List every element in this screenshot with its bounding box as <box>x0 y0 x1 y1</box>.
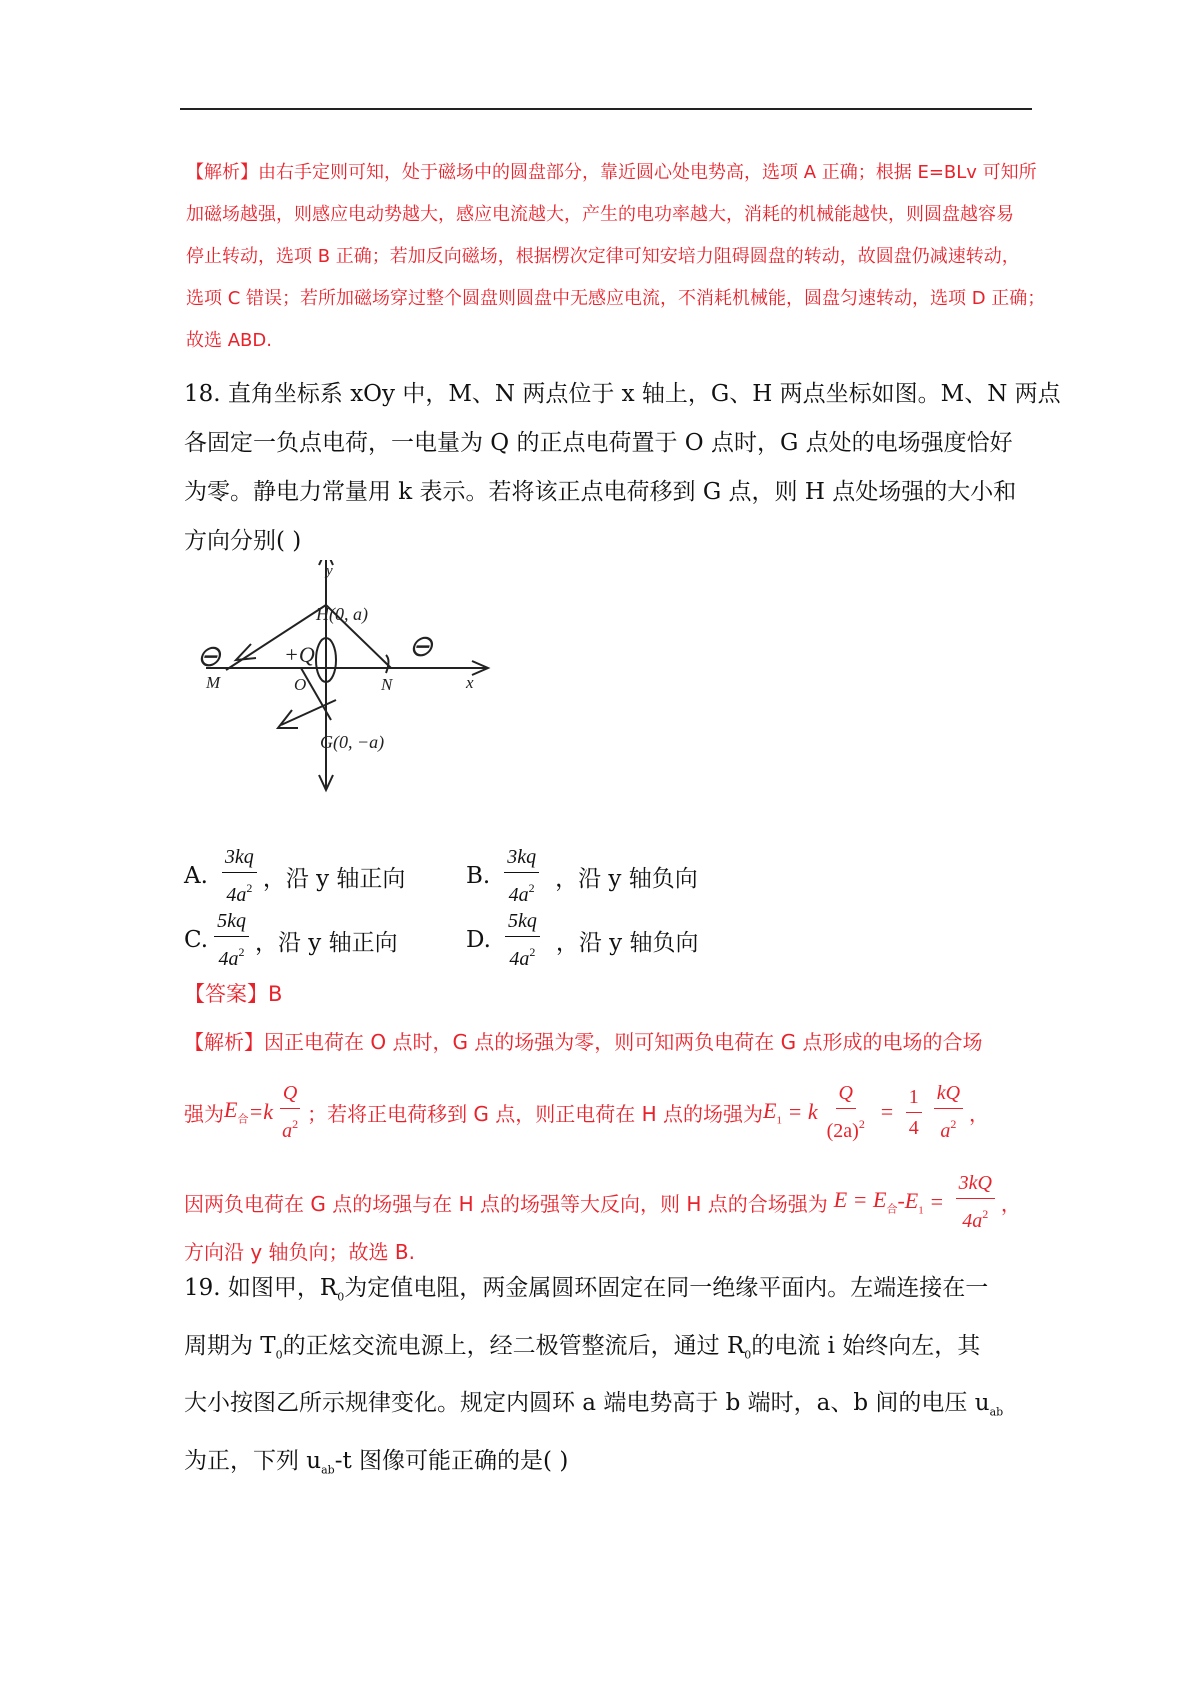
option-d[interactable] <box>466 908 698 972</box>
analysis-line: 加磁场越强，则感应电动势越大，感应电流越大，产生的电功率越大，消耗的机械能越快，则圆盘越容易 <box>186 204 1014 225</box>
question-line <box>184 1264 1003 1322</box>
exponent: 2 <box>238 945 245 959</box>
analysis-line: 选项 C 错误；若所加磁场穿过整个圆盘则圆盘中无感应电流，不消耗机械能，圆盘匀速转动，选项 D 正确； <box>186 288 1046 309</box>
fraction-numerator: 1 <box>906 1084 922 1113</box>
fraction-numerator: 3kq <box>222 844 257 873</box>
header-rule <box>180 108 1032 110</box>
subscript: 0 <box>275 1348 283 1362</box>
den-text: (2a) <box>826 1120 859 1142</box>
fraction-denominator <box>223 873 255 908</box>
option-text: ，沿 y 轴负向 <box>555 929 699 956</box>
symbol-e-total <box>834 1187 898 1216</box>
analysis-line: 【解析】由右手定则可知，处于磁场中的圆盘部分，靠近圆心处电势高，选项 A 正确；根据 E=BLv 可知所 <box>186 162 1037 183</box>
label-plus-q: +Q <box>284 642 315 667</box>
analysis-text: ；若将正电荷移到 G 点，则正电荷在 H 点的场强为 <box>307 1101 764 1126</box>
option-b[interactable] <box>466 844 698 908</box>
fraction-q-2a2 <box>824 1080 868 1144</box>
fraction-denominator <box>937 1109 959 1144</box>
option-fraction <box>505 908 540 972</box>
fraction-numerator: 3kq <box>504 844 539 873</box>
comma: ， <box>969 1101 990 1126</box>
den-text: 4a <box>226 884 247 906</box>
label-m: M <box>206 673 221 692</box>
subscript: ab <box>989 1405 1004 1419</box>
fraction-q-a2 <box>279 1080 301 1144</box>
q-text: 大小按图乙所示规律变化。规定内圆环 a 端电势高于 b 端时，a、b 间的电压 u <box>184 1390 990 1417</box>
question-line <box>184 1437 1003 1495</box>
analysis-text: 强为 <box>184 1101 224 1126</box>
option-a[interactable] <box>184 844 405 908</box>
subscript: 0 <box>744 1348 752 1362</box>
question-line: 为零。静电力常量用 k 表示。若将该正点电荷移到 G 点，则 H 点处场强的大小和 <box>184 479 1017 505</box>
fraction-denominator <box>824 1109 868 1144</box>
equals: = <box>923 1189 950 1214</box>
fraction-numerator: Q <box>280 1080 300 1109</box>
option-text: ，沿 y 轴正向 <box>254 929 398 956</box>
fraction-numerator: kQ <box>934 1080 963 1109</box>
symbol-e1 <box>763 1098 782 1126</box>
exponent: 2 <box>950 1117 957 1131</box>
analysis-q18-line1: 【解析】因正电荷在 O 点时，G 点的场强为零，则可知两负电荷在 G 点形成的电场的合场 <box>184 1030 983 1054</box>
fraction-denominator <box>959 1199 991 1234</box>
fraction-denominator <box>506 873 538 908</box>
q-text: 的电流 i 始终向左，其 <box>751 1332 981 1359</box>
fraction-denominator: 4 <box>908 1116 919 1139</box>
option-letter: C. <box>184 927 209 953</box>
e-text: E <box>763 1097 777 1123</box>
q-text: 为定值电阻，两金属圆环固定在同一绝缘平面内。左端连接在一 <box>344 1275 989 1301</box>
analysis-q17 <box>186 152 1046 362</box>
option-letter: A. <box>184 863 208 889</box>
den-text: 4a <box>218 948 239 970</box>
option-fraction <box>222 844 257 908</box>
exponent: 2 <box>246 881 253 895</box>
subscript: 0 <box>337 1290 345 1304</box>
analysis-q18-line3 <box>184 1170 1021 1234</box>
subscript-he: 合 <box>237 1113 249 1126</box>
eq-k: =k <box>248 1099 274 1124</box>
option-letter: B. <box>466 863 491 889</box>
q-text: 为正，下列 u <box>184 1447 322 1474</box>
question-19 <box>184 1264 1003 1494</box>
option-letter: D. <box>466 927 491 953</box>
subscript: ab <box>321 1463 335 1477</box>
exponent: 2 <box>528 881 535 895</box>
q-text: 的正炫交流电源上，经二极管整流后，通过 R <box>282 1332 745 1359</box>
den-text: 4a <box>509 948 530 970</box>
q-text: 19. 如图甲，R <box>184 1275 338 1301</box>
option-text: ，沿 y 轴负向 <box>555 865 698 892</box>
den-text: a <box>940 1120 951 1142</box>
exponent: 2 <box>858 1117 865 1131</box>
q-text: 周期为 T <box>184 1332 276 1359</box>
e-text: E = E <box>833 1187 887 1213</box>
den-text: 4a <box>508 884 529 906</box>
question-line: 各固定一负点电荷，一电量为 Q 的正点电荷置于 O 点时，G 点处的电场强度恰好 <box>184 430 1013 456</box>
exponent: 2 <box>982 1207 989 1221</box>
analysis-q18-line4: 方向沿 y 轴负向；故选 B. <box>184 1240 415 1264</box>
e-text: -E <box>897 1187 919 1213</box>
fraction-1-4 <box>906 1084 922 1141</box>
label-o: O <box>294 675 307 694</box>
e-text: E <box>224 1097 238 1123</box>
analysis-q18-line2 <box>184 1080 989 1144</box>
exponent: 2 <box>292 1117 299 1131</box>
symbol-minus-e1 <box>897 1188 923 1216</box>
question-line: 方向分别( ) <box>184 528 302 554</box>
fraction-denominator <box>279 1109 301 1144</box>
label-n: N <box>381 675 393 694</box>
label-h: H(0, a) <box>316 604 368 624</box>
question-18 <box>184 370 1061 566</box>
field-diagram <box>186 560 526 825</box>
option-text: ，沿 y 轴正向 <box>262 865 406 892</box>
comma: ， <box>1000 1191 1021 1216</box>
field-diagram-svg <box>186 560 526 825</box>
q-text: -t 图像可能正确的是( ) <box>334 1447 569 1474</box>
analysis-line: 故选 ABD. <box>186 330 272 351</box>
exponent: 2 <box>529 945 536 959</box>
den-text: 4a <box>962 1210 983 1232</box>
question-line <box>184 1322 1003 1380</box>
option-c[interactable] <box>184 908 398 972</box>
eq-k: = k <box>782 1099 818 1124</box>
axis-label-y: y <box>326 563 333 579</box>
fraction-kq-a2 <box>934 1080 963 1144</box>
fraction-numerator: 3kQ <box>956 1170 995 1199</box>
minus-charge-left: ⊖ <box>196 640 222 673</box>
subscript-1: 1 <box>918 1204 924 1217</box>
den-text: a <box>282 1120 293 1142</box>
fraction-denominator <box>506 937 538 972</box>
fraction-numerator: 5kq <box>505 908 540 937</box>
fraction-numerator: 5kq <box>214 908 249 937</box>
option-fraction <box>214 908 249 972</box>
minus-charge-right: ⊖ <box>408 630 434 663</box>
symbol-e <box>224 1097 248 1126</box>
fraction-denominator <box>216 937 248 972</box>
axis-label-x: x <box>466 673 474 692</box>
subscript-he: 合 <box>886 1203 898 1216</box>
fraction-3kq-4a2 <box>956 1170 995 1234</box>
question-line <box>184 1379 1003 1437</box>
subscript-1: 1 <box>776 1114 782 1127</box>
equals: = <box>873 1099 900 1124</box>
answer-q18: 【答案】B <box>184 982 283 1006</box>
question-line: 18. 直角坐标系 xOy 中，M、N 两点位于 x 轴上，G、H 两点坐标如图。M、N 两点 <box>184 381 1061 407</box>
option-fraction <box>504 844 539 908</box>
analysis-line: 停止转动，选项 B 正确；若加反向磁场，根据楞次定律可知安培力阻碍圆盘的转动，故圆盘仍减速转动， <box>186 246 1020 267</box>
fraction-numerator: Q <box>836 1080 856 1109</box>
label-g: G(0, −a) <box>320 732 385 752</box>
analysis-text: 因两负电荷在 G 点的场强与在 H 点的场强等大反向，则 H 点的合场强为 <box>184 1191 828 1216</box>
